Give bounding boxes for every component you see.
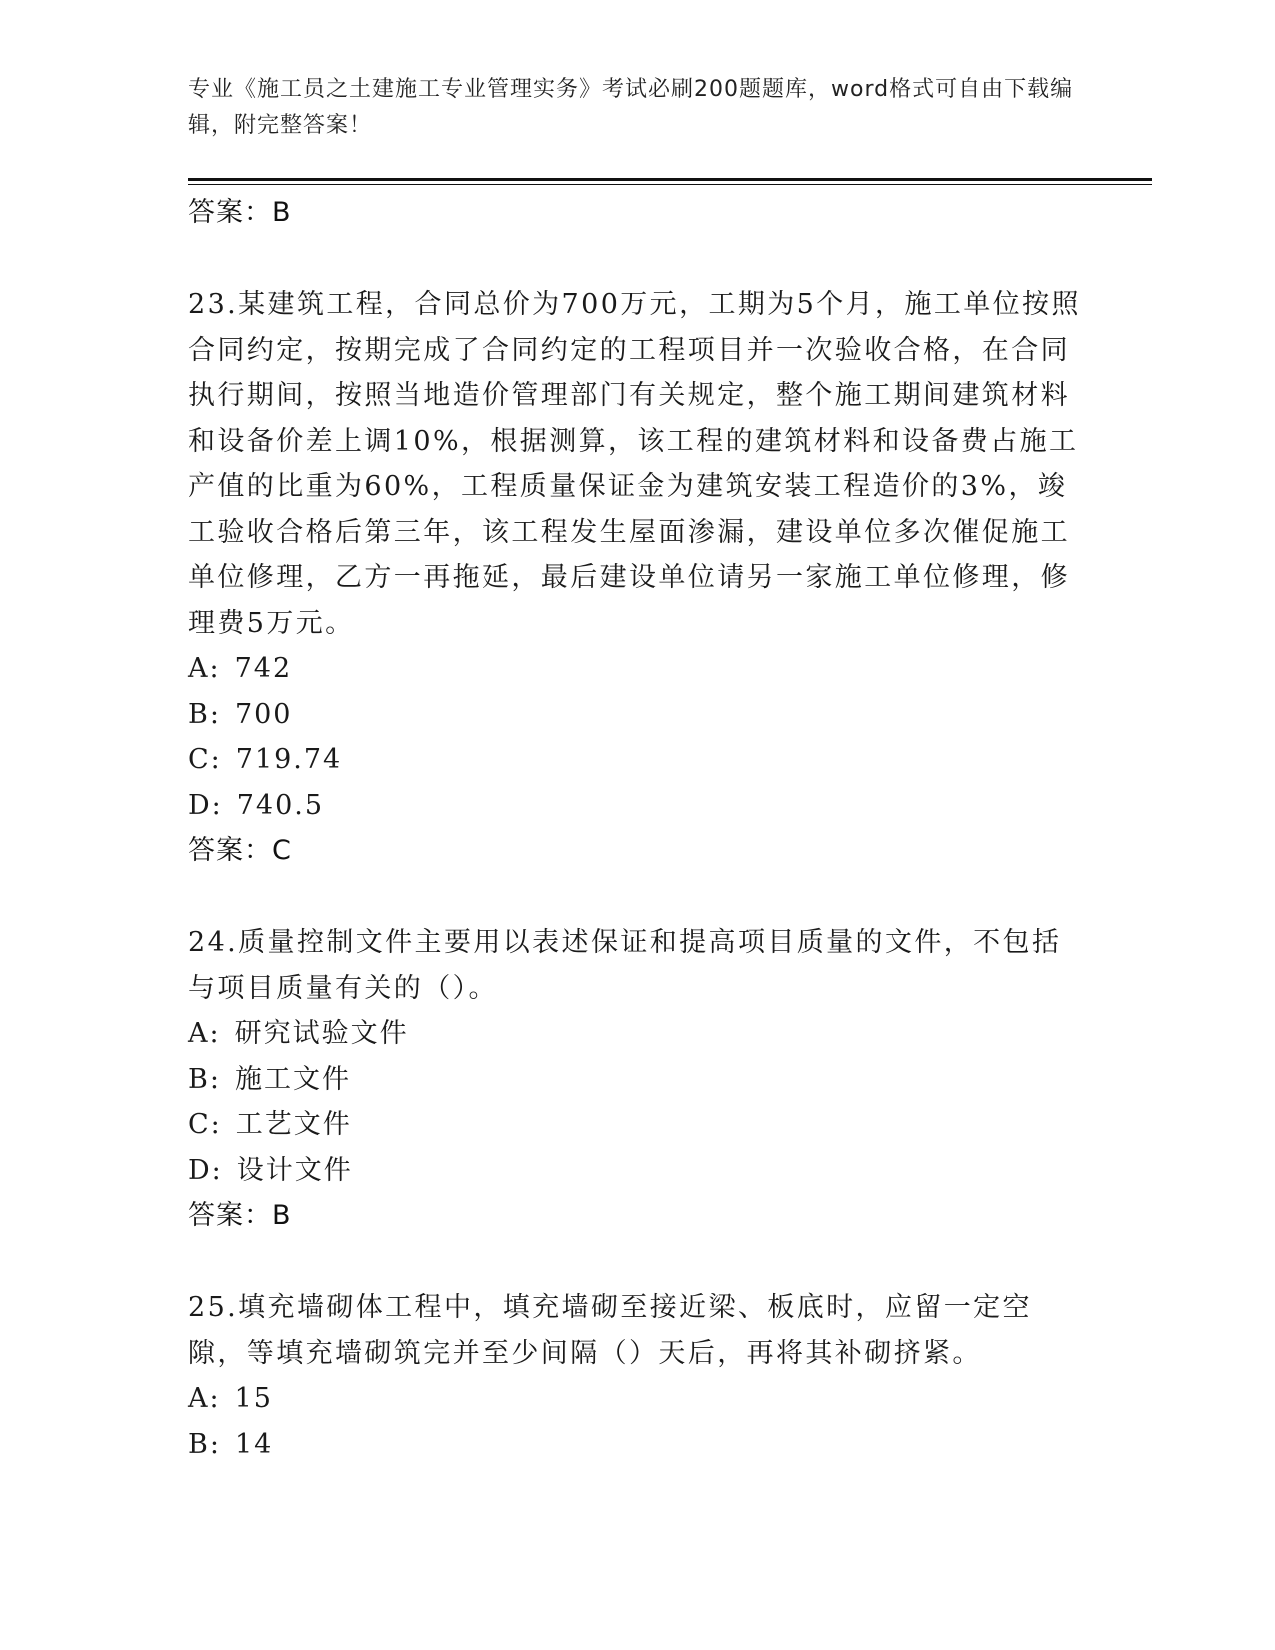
option-value: 15 [234,1383,273,1414]
option-key: D: [188,1154,223,1186]
option-value: 740.5 [236,789,325,821]
option-b [188,692,1088,738]
option-value: 700 [234,698,293,730]
option-value: 14 [234,1428,274,1460]
option-c [188,1102,1088,1148]
option-d [188,1148,1088,1194]
option-value: 工艺文件 [235,1109,352,1140]
prev-question-answer: 答案：B [188,197,292,228]
option-value: 施工文件 [234,1063,351,1095]
option-b [188,1422,1088,1468]
option-value: 719.74 [235,744,343,775]
header-rule-thin [188,184,1152,185]
option-key: D: [188,789,223,821]
option-b [188,1057,1088,1103]
option-a [188,646,1088,692]
option-d [188,783,1088,829]
option-key: C: [188,744,222,775]
option-value: 研究试验文件 [234,1018,409,1049]
option-key: C: [188,1109,222,1140]
option-key: B: [188,698,221,730]
question-23 [188,282,1088,873]
option-value: 设计文件 [236,1154,353,1186]
option-c [188,737,1088,783]
question-stem: 24.质量控制文件主要用以表述保证和提高项目质量的文件，不包括与项目质量有关的（）。 [188,927,1062,1004]
option-value: 742 [234,653,293,684]
option-key: A: [188,1383,221,1414]
option-key: A: [188,1018,221,1049]
question-answer: 答案：C [188,835,292,866]
header-rule-thick [188,178,1152,181]
question-stem: 25.填充墙砌体工程中，填充墙砌至接近梁、板底时，应留一定空隙，等填充墙砌筑完并至少间隔（）天后，再将其补砌挤紧。 [188,1292,1032,1369]
option-a [188,1376,1088,1422]
page-header: 专业《施工员之土建施工专业管理实务》考试必刷200题题库，word格式可自由下载编辑，附完整答案！ [188,77,1074,138]
content [188,190,1088,1467]
question-25 [188,1285,1088,1467]
question-answer: 答案：B [188,1200,292,1231]
option-key: A: [188,653,221,684]
option-key: B: [188,1428,221,1460]
option-a [188,1011,1088,1057]
question-stem: 23.某建筑工程，合同总价为700万元，工期为5个月，施工单位按照合同约定，按期完成了合同约定的工程项目并一次验收合格，在合同执行期间，按照当地造价管理部门有关规定，整个施工期间建筑材料和设备价差上调10%，根据测算，该工程的建筑材料和设备费占施工产值的比重为60%，工程质量保证金为建筑安装工程造价的3%，竣工验收合格后第三年，该工程发生屋面渗漏，建设单位多次催促施工单位修理，乙方一再拖延，最后建设单位请另一家施工单位修理，修理费5万元。 [188,289,1081,639]
question-24 [188,920,1088,1238]
option-key: B: [188,1063,221,1095]
